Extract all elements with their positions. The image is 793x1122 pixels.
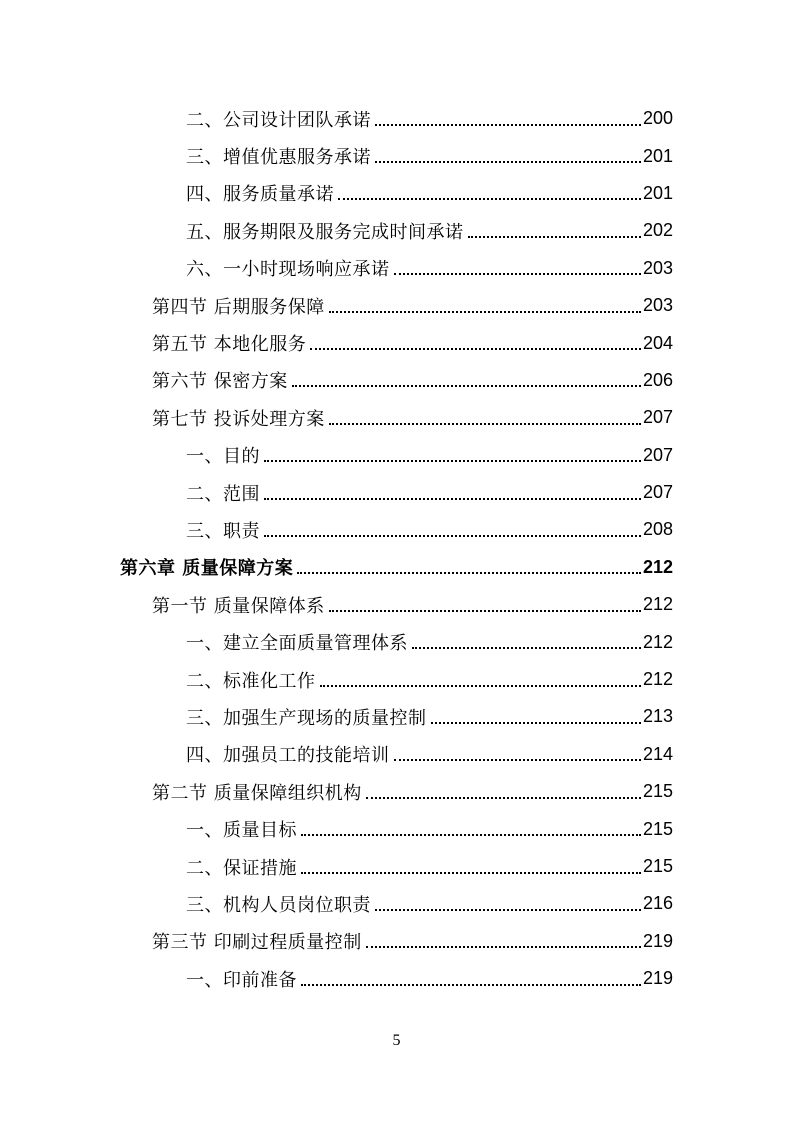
toc-entry-label: 第二节 质量保障组织机构 — [152, 782, 362, 804]
toc-dot-leader — [320, 685, 641, 687]
toc-entry[interactable] — [0, 212, 793, 249]
toc-entry-label: 三、机构人员岗位职责 — [186, 894, 371, 916]
toc-entry[interactable] — [0, 923, 793, 960]
toc-entry[interactable] — [0, 623, 793, 660]
toc-entry-page-number: 219 — [642, 930, 673, 951]
toc-entry-page-number: 216 — [642, 893, 673, 914]
toc-entry-page-number: 207 — [642, 444, 673, 465]
toc-entry-page-number: 207 — [642, 482, 673, 503]
toc-dot-leader — [329, 311, 641, 313]
toc-dot-leader — [394, 273, 641, 275]
toc-dot-leader — [310, 348, 641, 350]
toc-entry-page-number: 200 — [642, 108, 673, 129]
toc-dot-leader — [375, 161, 641, 163]
toc-entry-label: 第四节 后期服务保障 — [152, 296, 325, 318]
toc-entry-page-number: 215 — [642, 781, 673, 802]
toc-entry[interactable] — [0, 960, 793, 997]
toc-entry[interactable] — [0, 399, 793, 436]
toc-entry[interactable] — [0, 848, 793, 885]
toc-entry-label: 四、服务质量承诺 — [186, 184, 334, 206]
toc-entry[interactable] — [0, 137, 793, 174]
toc-entry-label: 三、增值优惠服务承诺 — [186, 147, 371, 169]
toc-entry[interactable] — [0, 661, 793, 698]
toc-entry-page-number: 219 — [642, 968, 673, 989]
page-number: 5 — [392, 1032, 401, 1049]
toc-entry-label: 六、一小时现场响应承诺 — [186, 259, 390, 281]
toc-entry-page-number: 207 — [642, 407, 673, 428]
toc-entry-page-number: 213 — [642, 706, 673, 727]
toc-entry-label: 二、标准化工作 — [186, 670, 316, 692]
toc-dot-leader — [412, 647, 641, 649]
toc-entry-label: 三、职责 — [186, 520, 260, 542]
toc-entry[interactable] — [0, 885, 793, 922]
toc-entry-label: 二、范围 — [186, 483, 260, 505]
table-of-contents — [0, 100, 793, 997]
toc-dot-leader — [297, 572, 641, 574]
toc-entry-label: 三、加强生产现场的质量控制 — [186, 707, 427, 729]
toc-entry-label: 第六章 质量保障方案 — [120, 558, 294, 580]
toc-entry[interactable] — [0, 175, 793, 212]
toc-entry[interactable] — [0, 287, 793, 324]
toc-entry-page-number: 208 — [642, 519, 673, 540]
toc-entry-label: 一、印前准备 — [186, 969, 297, 991]
toc-entry-page-number: 201 — [642, 182, 673, 203]
toc-entry-page-number: 203 — [642, 257, 673, 278]
toc-entry[interactable] — [0, 100, 793, 137]
toc-entry-label: 五、服务期限及服务完成时间承诺 — [186, 221, 464, 243]
toc-dot-leader — [329, 610, 641, 612]
toc-entry[interactable] — [0, 586, 793, 623]
toc-dot-leader — [292, 385, 641, 387]
toc-entry-label: 一、目的 — [186, 446, 260, 468]
toc-entry-page-number: 215 — [642, 818, 673, 839]
toc-entry-label: 第七节 投诉处理方案 — [152, 408, 325, 430]
toc-entry-page-number: 203 — [642, 295, 673, 316]
toc-dot-leader — [375, 909, 641, 911]
toc-entry-page-number: 206 — [642, 369, 673, 390]
toc-dot-leader — [301, 834, 641, 836]
toc-entry-label: 第五节 本地化服务 — [152, 334, 307, 356]
toc-entry-page-number: 202 — [642, 220, 673, 241]
toc-entry-label: 第六节 保密方案 — [152, 371, 288, 393]
toc-entry-page-number: 204 — [642, 332, 673, 353]
toc-entry[interactable] — [0, 736, 793, 773]
toc-entry[interactable] — [0, 549, 793, 586]
toc-entry[interactable] — [0, 362, 793, 399]
toc-entry[interactable] — [0, 324, 793, 361]
toc-dot-leader — [338, 198, 641, 200]
toc-entry[interactable] — [0, 437, 793, 474]
toc-dot-leader — [431, 722, 641, 724]
toc-dot-leader — [264, 460, 641, 462]
toc-dot-leader — [301, 872, 641, 874]
toc-entry[interactable] — [0, 474, 793, 511]
toc-entry-page-number: 212 — [642, 556, 673, 577]
toc-dot-leader — [264, 535, 641, 537]
toc-entry-label: 二、保证措施 — [186, 857, 297, 879]
toc-entry-label: 一、建立全面质量管理体系 — [186, 633, 408, 655]
toc-entry-page-number: 201 — [642, 145, 673, 166]
toc-entry-page-number: 212 — [642, 594, 673, 615]
toc-dot-leader — [366, 946, 641, 948]
toc-entry[interactable] — [0, 511, 793, 548]
toc-entry-label: 第一节 质量保障体系 — [152, 595, 325, 617]
toc-dot-leader — [329, 423, 641, 425]
toc-entry-page-number: 212 — [642, 631, 673, 652]
toc-entry-page-number: 212 — [642, 669, 673, 690]
toc-entry-page-number: 214 — [642, 743, 673, 764]
toc-dot-leader — [394, 759, 641, 761]
toc-dot-leader — [468, 236, 641, 238]
toc-entry[interactable] — [0, 698, 793, 735]
toc-entry-page-number: 215 — [642, 856, 673, 876]
toc-entry-label: 一、质量目标 — [186, 820, 297, 842]
toc-dot-leader — [264, 498, 641, 500]
toc-entry-label: 二、公司设计团队承诺 — [186, 109, 371, 131]
toc-dot-leader — [301, 984, 641, 986]
toc-entry-label: 第三节 印刷过程质量控制 — [152, 932, 362, 954]
toc-entry[interactable] — [0, 810, 793, 847]
toc-entry[interactable] — [0, 773, 793, 810]
toc-entry-label: 四、加强员工的技能培训 — [186, 745, 390, 767]
toc-dot-leader — [375, 124, 641, 126]
toc-entry[interactable] — [0, 250, 793, 287]
toc-dot-leader — [366, 797, 641, 799]
